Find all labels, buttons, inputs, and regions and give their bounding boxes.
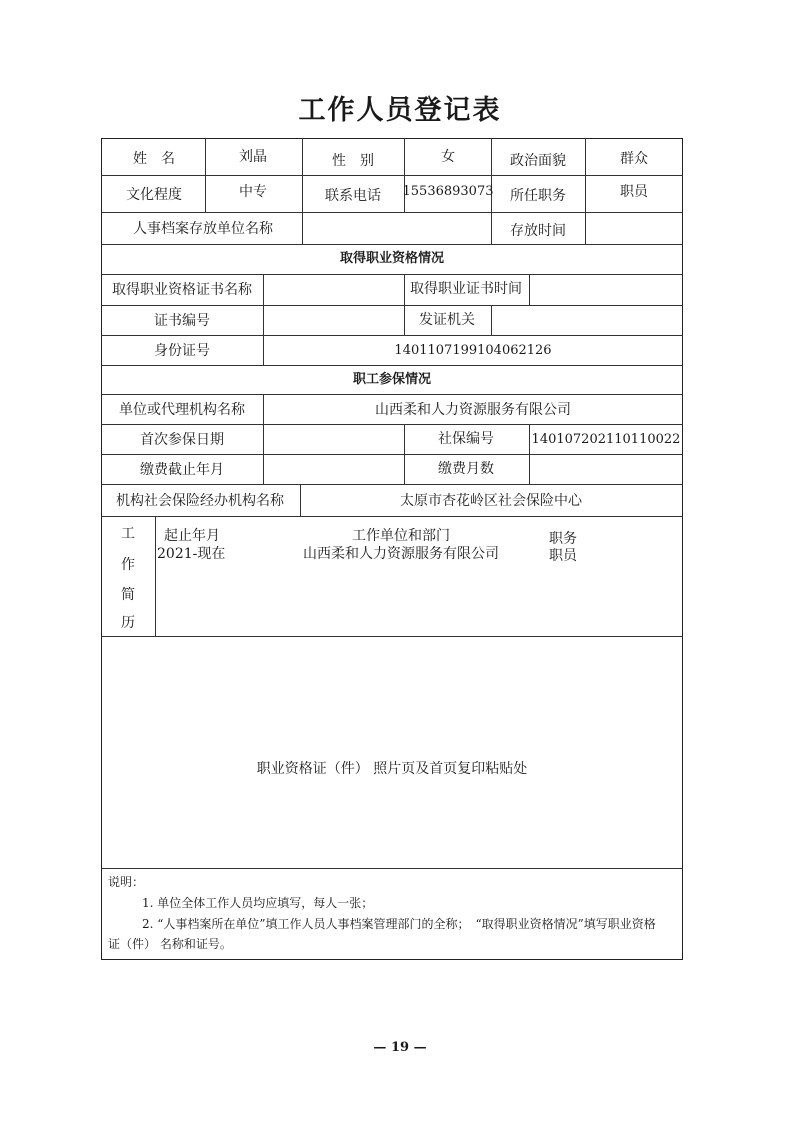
cert-name-label: 取得职业资格证书名称	[112, 282, 252, 298]
issuer-label: 发证机关	[419, 312, 475, 328]
cert-time-label: 取得职业证书时间	[410, 281, 522, 297]
form-title: 工作人员登记表	[298, 95, 502, 126]
resume-row-role: 职员	[549, 548, 577, 564]
notes-title: 说明：	[108, 875, 145, 889]
attachment-label: 职业资格证（件） 照片页及首页复印粘贴处	[256, 761, 528, 777]
gender-value: 女	[441, 149, 455, 165]
resume-row-period: 2021-现在	[157, 546, 226, 562]
id-value: 140110719910406212​6	[394, 343, 552, 358]
office-label: 机构社会保险经办机构名称	[116, 493, 284, 509]
resume-label-char: 作	[121, 557, 135, 573]
agency-label: 单位或代理机构名称	[119, 402, 245, 418]
id-label: 身份证号	[154, 343, 210, 359]
education-value: 中专	[239, 184, 267, 200]
notes-line-2: 2. “人事档案所在单位”填工作人员人事档案管理部门的全称； “取得职业资格情况”填写职业资格	[142, 917, 656, 931]
office-value: 太原市杏花岭区社会保险中心	[400, 493, 582, 509]
name-value: 刘晶	[239, 149, 267, 165]
ss-no-label: 社保编号	[438, 431, 494, 447]
name-label: 姓 名	[133, 151, 175, 167]
paid-until-label: 缴费截止年月	[140, 462, 224, 478]
position-label: 所任职务	[510, 188, 566, 204]
political-value: 群众	[620, 151, 648, 167]
resume-label-char: 简	[121, 587, 135, 603]
position-value: 职员	[620, 184, 648, 200]
resume-row-unit: 山西柔和人力资源服务有限公司	[303, 546, 499, 562]
resume-label-char: 工	[121, 526, 135, 542]
resume-col-unit: 工作单位和部门	[352, 528, 450, 544]
resume-col-role: 职务	[549, 531, 577, 547]
ss-no-value: 140107202110110022	[531, 432, 681, 447]
first-date-label: 首次参保日期	[140, 432, 224, 448]
phone-label: 联系电话	[325, 188, 381, 204]
agency-value: 山西柔和人力资源服务有限公司	[375, 402, 571, 418]
qualification-section-title: 取得职业资格情况	[339, 251, 445, 266]
insurance-section-title: 职工参保情况	[352, 372, 432, 387]
gender-label: 性 别	[332, 153, 374, 169]
archive-time-label: 存放时间	[510, 223, 566, 239]
phone-value: 15536893073	[402, 184, 494, 199]
archive-unit-label: 人事档案存放单位名称	[133, 221, 273, 237]
page-number: — 19 —	[373, 1040, 427, 1055]
paid-months-label: 缴费月数	[438, 461, 494, 477]
cert-no-label: 证书编号	[154, 313, 210, 329]
resume-col-period: 起止年月	[164, 528, 220, 544]
education-label: 文化程度	[126, 187, 182, 203]
notes-line-2-cont: 证（件） 名称和证号。	[108, 937, 232, 951]
notes-line-1: 1. 单位全体工作人员均应填写，每人一张；	[142, 896, 374, 910]
resume-label-char: 历	[121, 615, 135, 631]
political-label: 政治面貌	[510, 153, 566, 169]
